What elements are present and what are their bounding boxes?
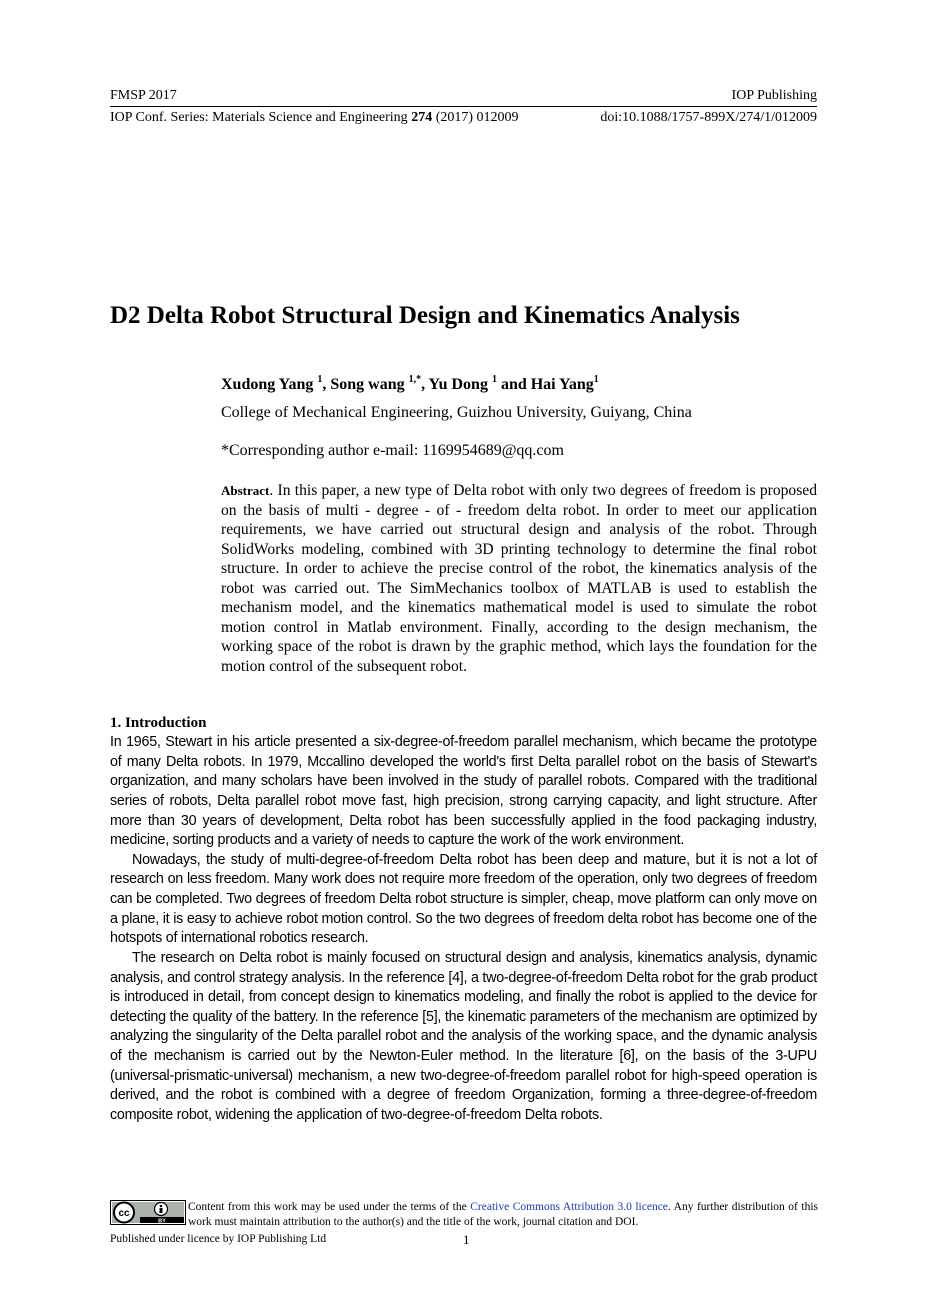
- license-text-before: Content from this work may be used under the terms of the: [188, 1201, 471, 1213]
- author-separator: ,: [322, 376, 331, 393]
- license-notice: [188, 1200, 818, 1230]
- author-affiliation-mark: 1: [491, 373, 497, 385]
- author: Song wang: [330, 376, 405, 393]
- author-affiliation-mark: 1,*: [408, 373, 422, 385]
- header-rule: [110, 106, 817, 107]
- publisher-name: IOP Publishing: [731, 88, 817, 103]
- author-separator: ,: [421, 376, 429, 393]
- creative-commons-by-badge: [110, 1200, 186, 1225]
- abstract-text: . In this paper, a new type of Delta robot with only two degrees of freedom is proposed on the basis of multi - degree - of - freedom delta robot. In order to meet our application requirements, we have carried out structural design and analysis of the robot. Through SolidWorks modeling, combined with 3D printing technology to determine the final robot structure. In order to achieve the precise control of the robot, the kinematics analysis of the robot was carried out. The SimMechanics toolbox of MATLAB is used to establish the mechanism model, and the kinematics mathematical model is used to simulate the robot motion control in Matlab environment. Finally, according to the design mechanism, the working space of the robot is drawn by the graphic method, which lays the foundation for the motion control of the subsequent robot.: [221, 482, 817, 675]
- author-separator: and: [496, 376, 531, 393]
- year-article: (2017) 012009: [435, 110, 519, 125]
- section-heading: 1. Introduction: [110, 715, 207, 731]
- journal-citation: [110, 110, 519, 126]
- paper-title: D2 Delta Robot Structural Design and Kinematics Analysis: [110, 302, 740, 329]
- author-affiliation-mark: 1: [593, 373, 599, 385]
- doi: doi:10.1088/1757-899X/274/1/012009: [600, 110, 817, 125]
- section-body: [110, 733, 817, 1126]
- paragraph: In 1965, Stewart in his article presented a six-degree-of-freedom parallel mechanism, which became the prototype of many Delta robots. In 1979, Mccallino developed the world's first Delta parallel robot on the basis of Stewart's organization, and many scholars have been involved in the study of parallel robots. Compared with the traditional series of robots, Delta parallel robot move fast, high precision, strong carrying capacity, and light structure. After more than 30 years of development, Delta robot has been successfully applied in the food packaging industry, medicine, sorting products and a variety of needs to capture the work of the work environment.: [110, 734, 817, 849]
- abstract-label: Abstract: [221, 483, 270, 498]
- author: Hai Yang: [530, 376, 594, 393]
- published-by: Published under licence by IOP Publishing Ltd: [110, 1233, 327, 1245]
- page-number: 1: [463, 1232, 470, 1247]
- volume-number: 274: [411, 110, 433, 125]
- paragraph: Nowadays, the study of multi-degree-of-freedom Delta robot has been deep and mature, but it is not a lot of research on less freedom. Many work does not require more freedom of the operation, only two degrees of freedom can be completed. Two degrees of freedom Delta robot structure is simpler, cheap, move platform can only move on a plane, it is easy to achieve robot motion control. So the two degrees of freedom delta robot has become one of the hotspots of international robotics research.: [110, 851, 817, 947]
- affiliation: College of Mechanical Engineering, Guizhou University, Guiyang, China: [221, 404, 692, 421]
- author: Yu Dong: [428, 376, 488, 393]
- license-link[interactable]: Creative Commons Attribution 3.0 licence: [470, 1201, 668, 1213]
- conference-name: FMSP 2017: [110, 88, 177, 103]
- author: Xudong Yang: [221, 376, 314, 393]
- series-name: IOP Conf. Series: Materials Science and Engineering: [110, 110, 408, 125]
- paragraph: The research on Delta robot is mainly focused on structural design and analysis, kinematics analysis, dynamic analysis, and control strategy analysis. In the reference [4], a two-degree-of-freedom Delta robot for the grab product is introduced in detail, from concept design to kinematics modeling, and finally the robot is applied to the device for detecting the quality of the battery. In the reference [5], the kinematic parameters of the mechanism are optimized by analyzing the singularity of the Delta parallel robot and the analysis of the working space, and the dynamic analysis of the mechanism is carried out by the Newton-Euler method. In the literature [6], on the basis of the 3-UPU (universal-prismatic-universal) mechanism, a new two-degree-of-freedom parallel robot for high-speed operation is derived, and the robot is combined with a degree of freedom Organization, forming a three-degree-of-freedom composite robot, widening the application of two-degree-of-freedom Delta robots.: [110, 949, 817, 1123]
- cc-icon: cc: [118, 1208, 130, 1219]
- by-label: BY: [158, 1218, 166, 1225]
- abstract: [221, 481, 817, 676]
- author-affiliation-mark: 1: [317, 373, 323, 385]
- license-text-after: . Any further distribution of this work must maintain attribution to the author(s) and the title of the work, journal citation and DOI.: [188, 1201, 818, 1228]
- corresponding-author: *Corresponding author e-mail: 1169954689@qq.com: [221, 442, 564, 459]
- author-list: [221, 374, 599, 396]
